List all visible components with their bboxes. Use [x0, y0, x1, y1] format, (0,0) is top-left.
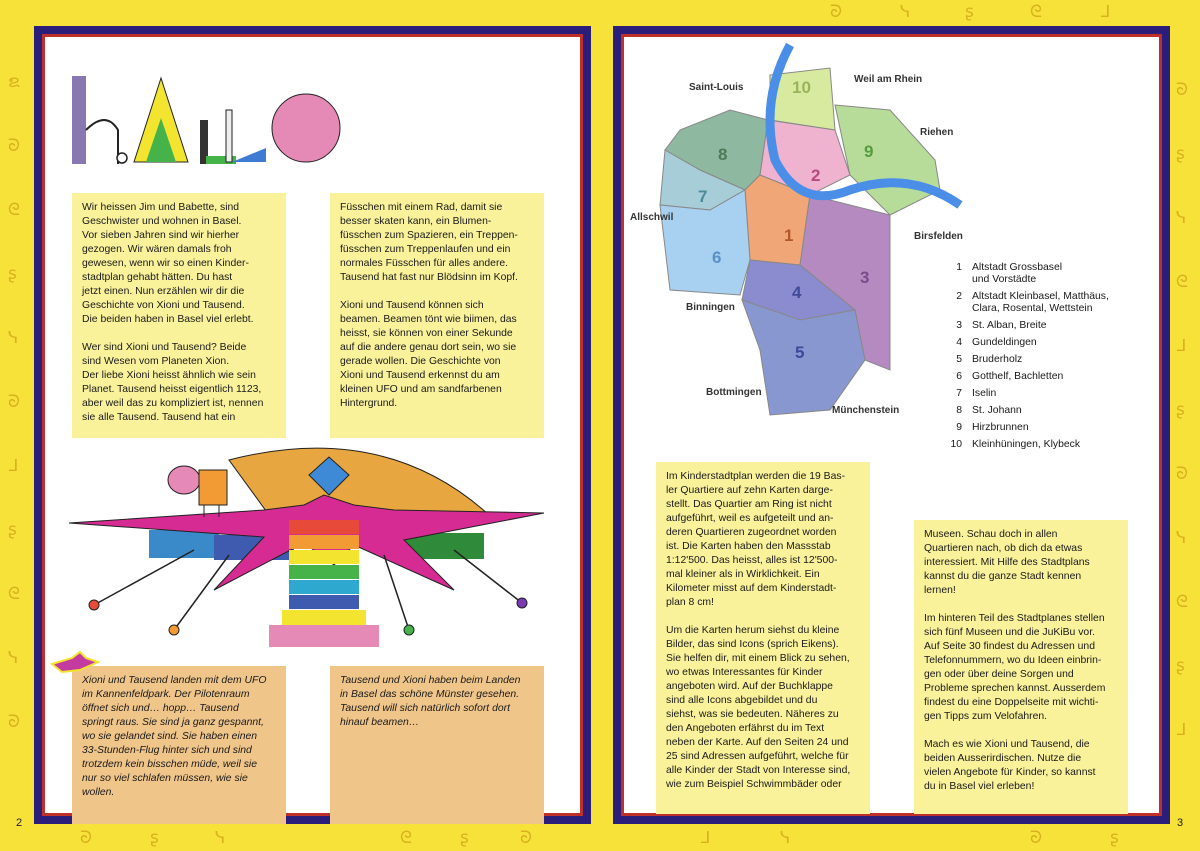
legend-number: 2 [956, 291, 962, 302]
legend-label: Altstadt Kleinbasel, Matthäus, Clara, Rosental, Wettstein [972, 291, 1109, 314]
district-number-6: 6 [712, 248, 722, 267]
legend-item [944, 388, 1144, 400]
legend-item [944, 439, 1144, 451]
map-label-birsfelden: Birsfelden [914, 231, 963, 242]
map-label-riehen: Riehen [920, 127, 954, 138]
page-number-right: 3 [1177, 817, 1184, 829]
small-ufo-icon [50, 650, 100, 674]
legend-number: 9 [956, 422, 962, 433]
ufo-illustration [64, 425, 564, 665]
ufo-graphic [64, 425, 564, 665]
legend-label: Kleinhüningen, Klybeck [972, 439, 1081, 450]
district-legend [944, 262, 1144, 456]
legend-label: Bruderholz [972, 354, 1023, 365]
legend-number: 5 [956, 354, 962, 365]
page-number-left: 2 [16, 817, 23, 829]
page-title [66, 70, 346, 170]
legend-item [944, 337, 1144, 349]
legend-label: Iselin [972, 388, 997, 399]
legend-label: St. Alban, Breite [972, 320, 1047, 331]
legend-item [944, 422, 1144, 434]
district-number-9: 9 [864, 142, 874, 161]
legend-number: 4 [956, 337, 962, 348]
map-label-binningen: Binningen [686, 302, 735, 313]
legend-label: Hirzbrunnen [972, 422, 1029, 433]
district-number-10: 10 [792, 78, 811, 97]
district-number-3: 3 [860, 268, 870, 287]
legend-item [944, 262, 1144, 286]
legend-item [944, 354, 1144, 366]
district-number-4: 4 [792, 283, 802, 302]
intro-text-col1: Wir heissen Jim und Babette, sind Geschwister und wohnen in Basel. Vor sieben Jahren sind wir hierher gezogen. Wir wären damals froh gewesen, wenn wir so einen Kinder- stadtplan gehabt hätten. Du hast jetzt einen. Nun erzählen wir dir die Geschichte von Xioni und Tausend. Die beiden haben in Basel viel erlebt. Wer sind Xioni und Tausend? Beide sind Wesen vom Planeten Xion. Der liebe Xioni heisst ähnlich wie sein Planet. Tausend heisst eigentlich 1123, aber weil das zu kompliziert ist, nennen sie alle Tausend. Tausend hat ein [72, 193, 286, 438]
legend-label: St. Johann [972, 405, 1022, 416]
map-label-allschwil: Allschwil [630, 212, 674, 223]
legend-item [944, 291, 1144, 315]
map-label-bottmingen: Bottmingen [706, 387, 762, 398]
legend-number: 7 [956, 388, 962, 399]
district-number-5: 5 [795, 343, 805, 362]
map-label-muenchenstein: Münchenstein [832, 405, 900, 416]
legend-number: 3 [956, 320, 962, 331]
legend-label: Altstadt Grossbasel und Vorstädte [972, 262, 1063, 285]
legend-label: Gundeldingen [972, 337, 1037, 348]
legend-number: 1 [956, 262, 962, 273]
info-text-col1: Im Kinderstadtplan werden die 19 Bas- ler Quartiere auf zehn Karten darge- stellt. Das Quartier am Ring ist nicht aufgeführt, weil es aufgeteilt und an- deren Quartieren zugeordnet worden ist. Die Karten haben den Massstab 1:12'500. Das heisst, alles ist 12'500- mal kleiner als in Wirklichkeit. Ein Kilometer misst auf dem Kinderstadt- plan 8 cm! Um die Karten herum siehst du kleine Bilder, das sind Icons (sprich Eikens). Sie helfen dir, mit einem Blick zu sehen, wo etwas Interessantes für Kinder angeboten wird. Auf der Buchklappe sind alle Icons abgebildet und du siehst, was sie bedeuten. Näheres zu den Angeboten erfährst du im Text neben der Karte. Auf den Seiten 24 und 25 sind Adressen aufgeführt, welche für alle Kinder der Stadt von Interesse sind, wie zum Beispiel Schwimmbäder oder [656, 462, 870, 814]
district-number-7: 7 [698, 187, 708, 206]
intro-text-col2: Füsschen mit einem Rad, damit sie besser skaten kann, ein Blumen- füsschen zum Spazieren, ein Treppen- füsschen zum Treppenlaufen und ein normales Füsschen für alles andere. Tausend hat fast nur Blödsinn im Kopf. Xioni und Tausend können sich beamen. Beamen tönt wie biimen, das heisst, sie können von einer Sekunde auf die andere genau dort sein, wo sie gerade wollen. Die Geschichte von Xioni und Tausend erkennst du am kleinen UFO und am sandfarbenen Hintergrund. [330, 193, 544, 438]
hallo-lettering-graphic [66, 70, 346, 170]
legend-number: 6 [956, 371, 962, 382]
district-number-2: 2 [811, 166, 821, 185]
legend-number: 10 [950, 439, 962, 450]
story-text-2: Tausend und Xioni haben beim Landen in Basel das schöne Münster gesehen. Tausend will sich natürlich sofort dort hinauf beamen… [330, 666, 544, 824]
legend-item [944, 371, 1144, 383]
info-text-col2: Museen. Schau doch in allen Quartieren nach, ob dich da etwas interessiert. Mit Hilfe des Stadtplans kannst du die ganze Stadt kennen lernen! Im hinteren Teil des Stadtplanes stellen sich fünf Museen und die JuKiBu vor. Auf Seite 30 findest du Adressen und Telefonnummern, wo du Ideen einbrin- gen oder über deine Sorgen und Probleme sprechen kannst. Ausserdem findest du eine Doppelseite mit wichti- gen Tipps zum Velofahren. Mach es wie Xioni und Tausend, die beiden Ausserirdischen. Nutze die vielen Angebote für Kinder, so kannst du in Basel viel erleben! [914, 520, 1128, 814]
district-number-8: 8 [718, 145, 728, 164]
legend-item [944, 320, 1144, 332]
legend-label: Gotthelf, Bachletten [972, 371, 1064, 382]
legend-number: 8 [956, 405, 962, 416]
district-number-1: 1 [784, 226, 794, 245]
map-label-weil: Weil am Rhein [854, 74, 923, 85]
map-label-saint-louis: Saint-Louis [689, 82, 744, 93]
story-text-1: Xioni und Tausend landen mit dem UFO im Kannenfeldpark. Der Pilotenraum öffnet sich und… hopp… Tausend springt raus. Sie sind ja ganz gespannt, wo sie gelandet sind. Sie haben einen 33-Stunden-Flug hinter sich und sind trotzdem kein bisschen müde, weil sie nur so viel schlafen müssen, wie sie wollen. [72, 666, 286, 824]
legend-item [944, 405, 1144, 417]
